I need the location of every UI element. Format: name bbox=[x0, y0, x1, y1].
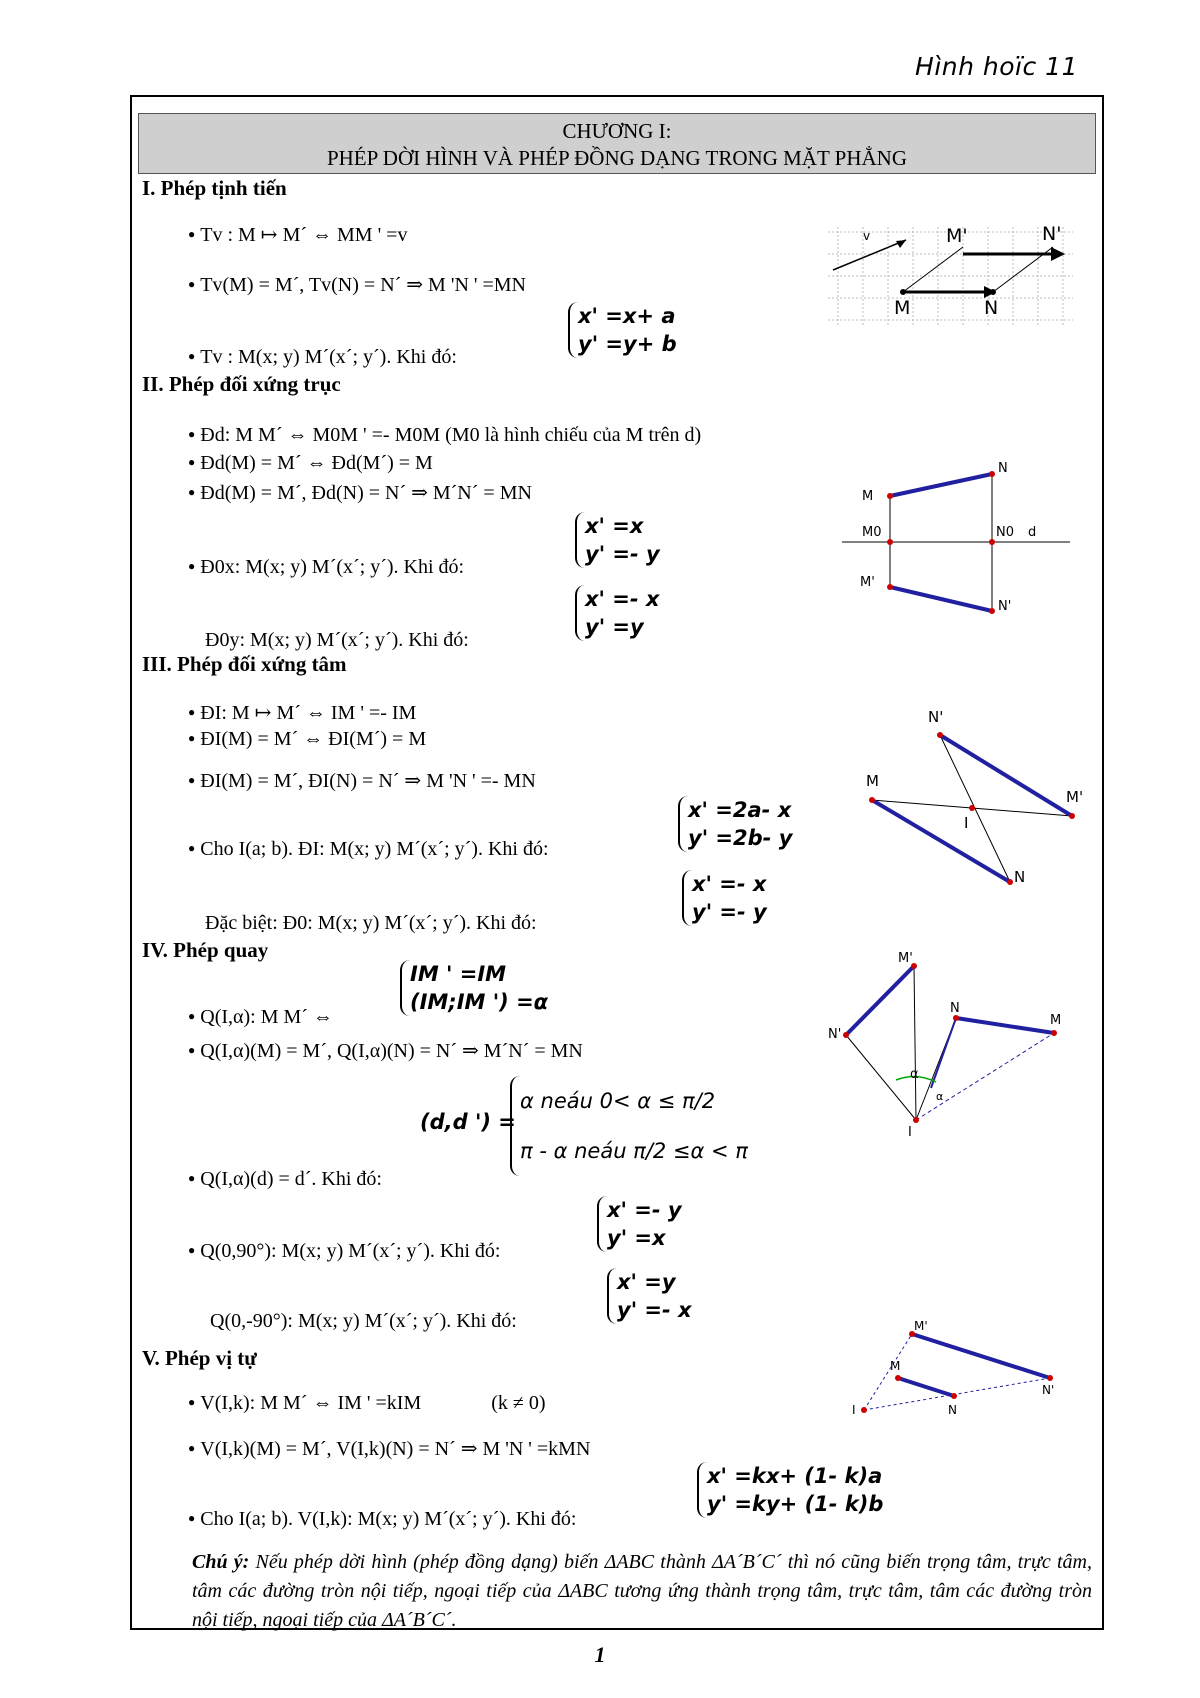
s4-case2: π - α neáu π/2 ≤α < π bbox=[520, 1139, 748, 1163]
note-paragraph bbox=[192, 1548, 1092, 1635]
label-M-prime: M' bbox=[946, 225, 968, 247]
central-symmetry-figure bbox=[860, 710, 1090, 890]
label-M0: M0 bbox=[862, 525, 882, 540]
s3-line4: ● Cho I(a; b). ĐI: M(x; y) M´(x´; y´). Khi đó: bbox=[188, 838, 549, 861]
s2-sys5-row2: y' =y bbox=[585, 615, 644, 639]
s4-sys1-row1: IM ' =IM bbox=[410, 962, 507, 986]
label-I: I bbox=[964, 814, 969, 832]
section-5-heading: V. Phép vị tự bbox=[142, 1346, 257, 1370]
s3-sys5-row2: y' =- y bbox=[692, 900, 767, 924]
s5-line3: ● Cho I(a; b). V(I,k): M(x; y) M´(x´; y´). Khi đó: bbox=[188, 1508, 576, 1531]
s4-system-neg90 bbox=[607, 1268, 692, 1324]
page-number: 1 bbox=[594, 1642, 606, 1667]
s4-sys5-row2: y' =- x bbox=[617, 1298, 692, 1322]
s1-line2: ● Tv(M) = M´, Tv(N) = N´ ⇒ M 'N ' =MN bbox=[188, 272, 526, 297]
s5-sys-row1: x' =kx+ (1- k)a bbox=[707, 1464, 883, 1488]
s3-system-origin bbox=[682, 870, 767, 926]
label-N-prime: N' bbox=[828, 1027, 842, 1042]
label-M: M bbox=[1050, 1013, 1062, 1028]
s5-line1 bbox=[188, 1392, 546, 1415]
translation-figure bbox=[828, 222, 1078, 327]
label-N0: N0 bbox=[996, 525, 1014, 540]
chapter-title-line2: PHÉP DỜI HÌNH VÀ PHÉP ĐỒNG DẠNG TRONG MẶT PHẲNG bbox=[326, 146, 908, 170]
label-M-prime: M' bbox=[1066, 788, 1084, 806]
s4-line4: ● Q(0,90°): M(x; y) M´(x´; y´). Khi đó: bbox=[188, 1240, 500, 1263]
s2-sys5-row1: x' =- x bbox=[585, 587, 660, 611]
s4-line1: ● Q(I,α): M M´ ⇔ bbox=[188, 1006, 333, 1029]
s2-line1 bbox=[188, 424, 701, 447]
label-alpha-2: α bbox=[936, 1090, 944, 1103]
label-M: M bbox=[894, 297, 911, 319]
label-N: N bbox=[950, 1001, 960, 1016]
running-header: Hình hoïc 11 bbox=[915, 52, 1078, 81]
label-M: M bbox=[862, 489, 874, 504]
s5-system bbox=[697, 1462, 883, 1518]
label-v: v bbox=[863, 229, 871, 243]
label-N-prime: N' bbox=[1042, 1383, 1055, 1397]
s4-system-def bbox=[400, 960, 548, 1016]
note-label: Chú ý: bbox=[192, 1551, 250, 1573]
s4-case1: α neáu 0< α ≤ π/2 bbox=[520, 1089, 716, 1113]
s3-line3: ● ĐI(M) = M´, ĐI(N) = N´ ⇒ M 'N ' =- MN bbox=[188, 768, 536, 793]
s2-line2: ● Đd(M) = M´ ⇔ Đd(M´) = M bbox=[188, 452, 433, 475]
label-alpha: α bbox=[910, 1067, 919, 1082]
s5-line1-note: (k ≠ 0) bbox=[491, 1392, 546, 1414]
s4-angle-cases bbox=[510, 1076, 748, 1176]
label-M-prime: M' bbox=[860, 575, 875, 590]
s4-line5: Q(0,-90°): M(x; y) M´(x´; y´). Khi đó: bbox=[210, 1310, 517, 1332]
s2-system-0x bbox=[575, 512, 660, 568]
label-N: N bbox=[948, 1403, 957, 1417]
label-M-prime: M' bbox=[914, 1319, 928, 1333]
chapter-title-line1: CHƯƠNG I: bbox=[562, 119, 672, 143]
s4-line2: ● Q(I,α)(M) = M´, Q(I,α)(N) = N´ ⇒ M´N´ = MN bbox=[188, 1038, 583, 1063]
s1-line3: ● Tv : M(x; y) M´(x´; y´). Khi đó: bbox=[188, 346, 457, 369]
label-M: M bbox=[890, 1359, 901, 1373]
s1-system bbox=[568, 302, 677, 358]
rotation-figure bbox=[828, 950, 1076, 1140]
s3-line2: ● ĐI(M) = M´ ⇔ ĐI(M´) = M bbox=[188, 728, 426, 751]
s3-line1: ● ĐI: M ↦ M´ ⇔ IM ' =- IM bbox=[188, 700, 416, 725]
label-M-prime: M' bbox=[898, 951, 913, 966]
s2-line1-note: (M0 là hình chiếu của M trên d) bbox=[445, 424, 702, 446]
s2-line3: ● Đd(M) = M´, Đd(N) = N´ ⇒ M´N´ = MN bbox=[188, 480, 532, 505]
label-N: N bbox=[1014, 868, 1026, 886]
chapter-title-box bbox=[138, 113, 1096, 174]
section-1-heading: I. Phép tịnh tiến bbox=[142, 176, 287, 200]
label-I: I bbox=[908, 1125, 912, 1140]
s3-sys5-row1: x' =- x bbox=[692, 872, 767, 896]
s4-system-90 bbox=[597, 1196, 682, 1252]
s4-sys1-row2: (IM;IM ') =α bbox=[410, 990, 549, 1014]
s5-line1-text: V(I,k): M M´ ⇔ IM ' =kIM bbox=[200, 1392, 422, 1414]
label-N: N bbox=[998, 461, 1008, 476]
label-I: I bbox=[852, 1403, 856, 1417]
s5-sys-row2: y' =ky+ (1- k)b bbox=[707, 1492, 884, 1516]
section-4-heading: IV. Phép quay bbox=[142, 938, 269, 962]
s4-angle-lhs: (d,d ') = bbox=[420, 1110, 516, 1134]
s2-line4: ● Đ0x: M(x; y) M´(x´; y´). Khi đó: bbox=[188, 556, 464, 579]
s5-line2: ● V(I,k)(M) = M´, V(I,k)(N) = N´ ⇒ M 'N ' =kMN bbox=[188, 1436, 590, 1461]
s4-sys4-row2: y' =x bbox=[607, 1226, 666, 1250]
section-3-heading: III. Phép đối xứng tâm bbox=[142, 652, 347, 676]
s2-sys4-row2: y' =- y bbox=[585, 542, 660, 566]
s3-system bbox=[678, 796, 792, 852]
s1-sys-row1: x' =x+ a bbox=[578, 304, 676, 328]
label-N: N bbox=[984, 297, 999, 319]
vector-v bbox=[833, 240, 906, 270]
label-N-prime: N' bbox=[928, 708, 944, 726]
s4-sys5-row1: x' =y bbox=[617, 1270, 676, 1294]
label-N-prime: N' bbox=[1042, 223, 1062, 245]
section-2-heading: II. Phép đối xứng trục bbox=[142, 372, 341, 396]
s3-line5: Đặc biệt: Đ0: M(x; y) M´(x´; y´). Khi đó: bbox=[205, 912, 537, 934]
s4-line3: ● Q(I,α)(d) = d´. Khi đó: bbox=[188, 1168, 382, 1191]
s4-sys4-row1: x' =- y bbox=[607, 1198, 682, 1222]
homothety-figure bbox=[852, 1319, 1056, 1422]
label-d: d bbox=[1028, 525, 1037, 540]
s2-line5: Đ0y: M(x; y) M´(x´; y´). Khi đó: bbox=[205, 629, 469, 651]
s2-system-0y bbox=[575, 585, 659, 641]
label-N-prime: N' bbox=[998, 599, 1012, 614]
s3-sys4-row2: y' =2b- y bbox=[688, 826, 793, 850]
s3-sys4-row1: x' =2a- x bbox=[688, 798, 792, 822]
s2-sys4-row1: x' =x bbox=[585, 514, 644, 538]
axial-symmetry-figure bbox=[842, 456, 1072, 621]
note-text: Nếu phép dời hình (phép đồng dạng) biến ΔABC thành ΔA´B´C´ thì nó cũng biến trọng tâm, trực tâm, tâm các đường tròn nội tiếp, ngoại tiếp của ΔABC tương ứng thành trọng tâm, trực tâm, tâm các đường tròn nội tiếp, ngoại tiếp của ΔA´B´C´. bbox=[192, 1551, 1092, 1631]
s1-sys-row2: y' =y+ b bbox=[578, 332, 677, 356]
s2-line1-text: Đd: M M´ ⇔ M0M ' =- M0M bbox=[200, 424, 441, 446]
s1-line1: ● Tv : M ↦ M´ ⇔ MM ' =v bbox=[188, 222, 407, 247]
label-M: M bbox=[866, 772, 879, 790]
